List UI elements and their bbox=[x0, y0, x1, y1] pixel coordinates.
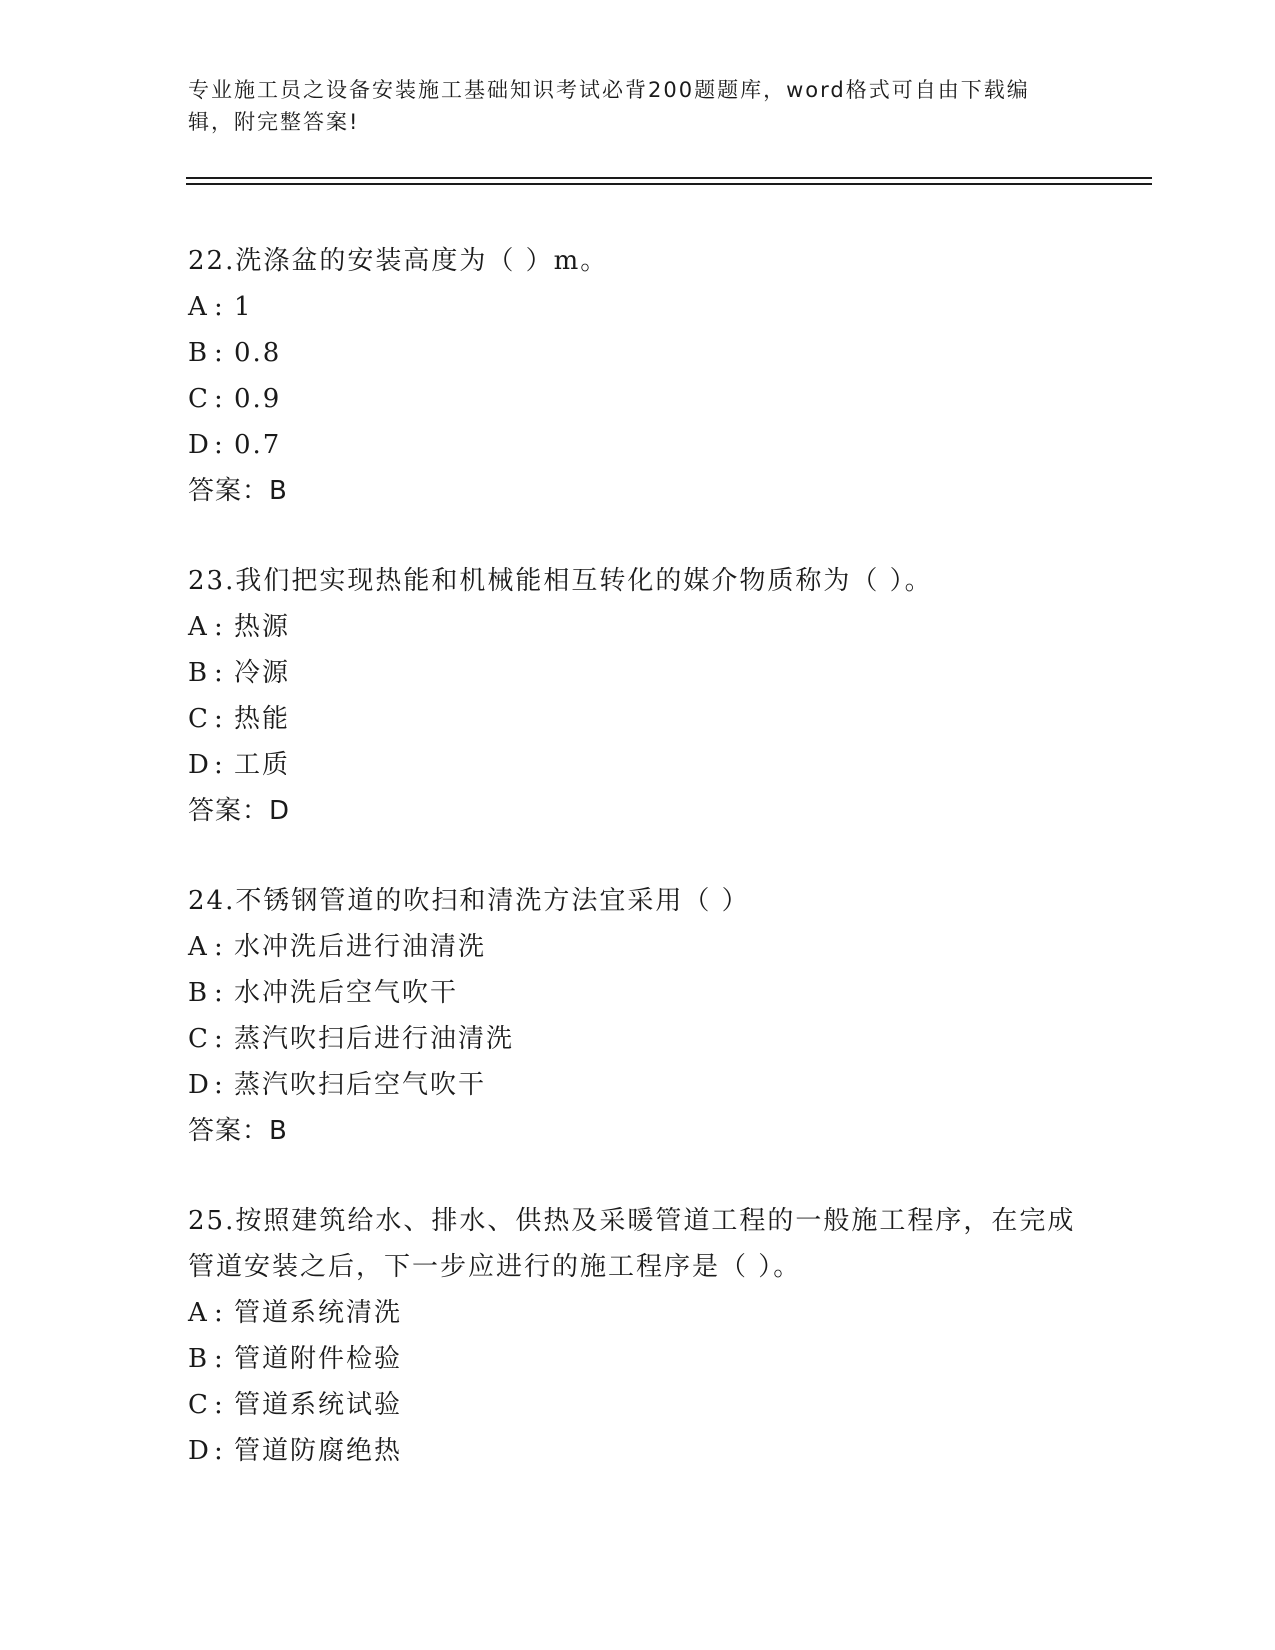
option-letter: A bbox=[188, 292, 209, 322]
option-text: 水冲洗后空气吹干 bbox=[234, 978, 459, 1008]
option-text: 蒸汽吹扫后进行油清洗 bbox=[234, 1024, 515, 1054]
option-separator: : bbox=[214, 292, 225, 322]
option-letter: A bbox=[188, 1298, 209, 1328]
answer-line: 答案：D bbox=[188, 796, 291, 826]
option-letter: B bbox=[188, 1344, 210, 1374]
option-d bbox=[188, 742, 1088, 788]
option-text: 0.9 bbox=[234, 384, 282, 414]
option-d bbox=[188, 1062, 1088, 1108]
option-letter: C bbox=[188, 384, 210, 414]
option-letter: C bbox=[188, 704, 210, 734]
option-letter: D bbox=[188, 1436, 211, 1466]
option-separator: : bbox=[214, 338, 225, 368]
option-a bbox=[188, 284, 1088, 330]
option-separator: : bbox=[214, 612, 225, 642]
question-stem: 25.按照建筑给水、排水、供热及采暖管道工程的一般施工程序，在完成管道安装之后，下一步应进行的施工程序是（ ）。 bbox=[188, 1206, 1076, 1282]
option-separator: : bbox=[214, 1436, 225, 1466]
page-header-title: 专业施工员之设备安装施工基础知识考试必背200题题库，word格式可自由下载编辑，附完整答案! bbox=[188, 78, 1030, 134]
option-b bbox=[188, 970, 1088, 1016]
option-text: 蒸汽吹扫后空气吹干 bbox=[234, 1070, 487, 1100]
question-25 bbox=[188, 1198, 1088, 1474]
option-letter: B bbox=[188, 978, 210, 1008]
question-23 bbox=[188, 558, 1088, 834]
option-separator: : bbox=[214, 430, 225, 460]
option-separator: : bbox=[214, 1298, 225, 1328]
option-c bbox=[188, 1016, 1088, 1062]
option-separator: : bbox=[214, 658, 225, 688]
option-d bbox=[188, 1428, 1088, 1474]
option-text: 冷源 bbox=[234, 658, 291, 688]
option-separator: : bbox=[214, 932, 225, 962]
option-b bbox=[188, 1336, 1088, 1382]
option-letter: C bbox=[188, 1390, 210, 1420]
option-text: 热能 bbox=[234, 704, 291, 734]
option-c bbox=[188, 696, 1088, 742]
option-letter: D bbox=[188, 750, 211, 780]
answer-line: 答案：B bbox=[188, 1116, 288, 1146]
option-text: 管道系统试验 bbox=[234, 1390, 403, 1420]
option-letter: B bbox=[188, 658, 210, 688]
question-stem: 22.洗涤盆的安装高度为（ ）m。 bbox=[188, 246, 609, 276]
option-a bbox=[188, 924, 1088, 970]
option-letter: C bbox=[188, 1024, 210, 1054]
option-separator: : bbox=[214, 750, 225, 780]
option-b bbox=[188, 330, 1088, 376]
option-a bbox=[188, 604, 1088, 650]
option-c bbox=[188, 1382, 1088, 1428]
option-separator: : bbox=[214, 384, 225, 414]
header-divider-top bbox=[186, 177, 1152, 179]
option-separator: : bbox=[214, 1390, 225, 1420]
option-c bbox=[188, 376, 1088, 422]
option-separator: : bbox=[214, 978, 225, 1008]
option-separator: : bbox=[214, 1070, 225, 1100]
option-text: 1 bbox=[234, 292, 253, 322]
question-24 bbox=[188, 878, 1088, 1154]
option-separator: : bbox=[214, 1344, 225, 1374]
option-letter: A bbox=[188, 612, 209, 642]
question-list bbox=[188, 238, 1088, 1518]
option-letter: B bbox=[188, 338, 210, 368]
option-text: 管道附件检验 bbox=[234, 1344, 403, 1374]
option-separator: : bbox=[214, 1024, 225, 1054]
option-text: 管道防腐绝热 bbox=[234, 1436, 403, 1466]
question-stem: 24.不锈钢管道的吹扫和清洗方法宜采用（ ） bbox=[188, 886, 750, 916]
option-letter: D bbox=[188, 1070, 211, 1100]
option-separator: : bbox=[214, 704, 225, 734]
option-text: 管道系统清洗 bbox=[234, 1298, 403, 1328]
option-text: 水冲洗后进行油清洗 bbox=[234, 932, 487, 962]
option-a bbox=[188, 1290, 1088, 1336]
option-text: 0.8 bbox=[234, 338, 282, 368]
header-divider-bottom bbox=[186, 183, 1152, 185]
option-text: 热源 bbox=[234, 612, 291, 642]
option-letter: A bbox=[188, 932, 209, 962]
option-b bbox=[188, 650, 1088, 696]
question-stem: 23.我们把实现热能和机械能相互转化的媒介物质称为（ ）。 bbox=[188, 566, 933, 596]
option-text: 工质 bbox=[234, 750, 291, 780]
question-22 bbox=[188, 238, 1088, 514]
option-text: 0.7 bbox=[234, 430, 282, 460]
answer-line: 答案：B bbox=[188, 476, 288, 506]
option-d bbox=[188, 422, 1088, 468]
option-letter: D bbox=[188, 430, 211, 460]
